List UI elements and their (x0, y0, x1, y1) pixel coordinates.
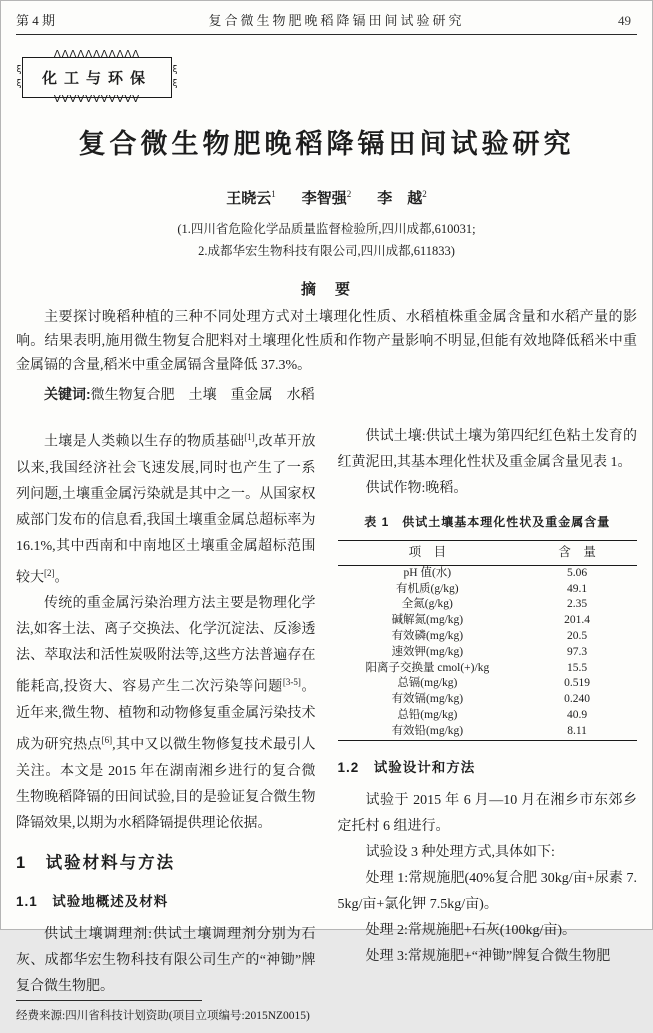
author (377, 191, 427, 207)
paragraph-treatment-1: 处理 1:常规施肥(40%复合肥 30kg/亩+尿素 7.5kg/亩+氯化钾 7.5kg/亩)。 (337, 870, 637, 912)
table-cell-item: 速效钾(mg/kg) (391, 645, 464, 658)
table-row (338, 565, 638, 581)
column-badge-label: 化工与环保 (22, 57, 172, 98)
wave-border-bottom-icon: VVVVVVVVVVV (53, 94, 141, 105)
left-column (16, 424, 316, 1022)
table-row (338, 582, 638, 598)
author-affiliation-mark: 2 (422, 189, 427, 199)
abstract-text: 主要探讨晚稻种植的三种不同处理方式对土壤理化性质、水稻植株重金属含量和水稻产量的影响。结果表明,施用微生物复合肥料对土壤理化性质和作物产量影响不明显,但能有效地降低稻米中重金属镉的含量,稻米中重金属镉含量降低 37.3%。 (16, 310, 637, 373)
table-cell-item: 总镉(mg/kg) (397, 677, 458, 690)
table-header-value: 含 量 (517, 541, 637, 566)
table-cell-item: 全氮(g/kg) (401, 598, 453, 611)
table-cell-item: 有效铅(mg/kg) (391, 724, 464, 737)
author-list (16, 187, 637, 208)
running-head-page-number: 49 (618, 13, 631, 28)
table-cell-item: 有效镉(mg/kg) (391, 693, 464, 706)
author (226, 191, 276, 207)
paragraph-treatment-2: 处理 2:常规施肥+石灰(100kg/亩)。 (365, 922, 576, 938)
table-row (338, 613, 638, 629)
table-cell-value: 40.9 (567, 708, 588, 721)
curl-icon: ξ (172, 64, 178, 75)
paragraph-soil-conditioner: 供试土壤调理剂:供试土壤调理剂分别为石灰、成都华宏生物科技有限公司生产的“神锄”牌复合微生物肥。 (16, 926, 316, 994)
keywords-text: 微生物复合肥 土壤 重金属 水稻 (90, 388, 315, 403)
section-heading-1-2: 1.2 试验设计和方法 (337, 759, 476, 775)
footnote-text: 经费来源:四川省科技计划资助(项目立项编号:2015NZ0015) (16, 1009, 310, 1022)
running-head-issue: 第 4 期 (16, 13, 56, 28)
paragraph-treatments-intro: 试验设 3 种处理方式,具体如下: (365, 844, 555, 860)
table-cell-item: 碱解氮(mg/kg) (391, 614, 464, 627)
author-name: 李智强 (301, 191, 347, 207)
table-caption: 表 1 供试土壤基本理化性状及重金属含量 (364, 515, 611, 529)
table-row (338, 708, 638, 724)
table-cell-item: 有机质(g/kg) (396, 582, 459, 595)
table-cell-item: pH 值(水) (403, 566, 452, 579)
table-cell-value: 8.11 (567, 724, 587, 737)
keywords-line (16, 382, 637, 408)
affiliation-line: 2.成都华宏生物科技有限公司,四川成都,611833) (198, 244, 455, 258)
author-affiliation-mark: 1 (271, 189, 276, 199)
footnote-rule (16, 1000, 202, 1001)
table-cell-value: 15.5 (567, 661, 588, 674)
header-rule (16, 34, 637, 35)
author-name: 李 越 (377, 191, 423, 207)
wave-border-top-icon: ΛΛΛΛΛΛΛΛΛΛΛ (53, 49, 141, 60)
curl-icon: ξ (16, 64, 22, 75)
two-column-body (16, 424, 637, 1022)
right-column (337, 424, 638, 964)
author (302, 191, 352, 207)
wave-border-left-icon (14, 63, 24, 92)
paragraph-test-crop: 供试作物:晚稻。 (365, 481, 468, 496)
table-cell-value: 0.240 (564, 693, 591, 706)
paragraph-test-time-place: 试验于 2015 年 6 月—10 月在湘乡市东郊乡定托村 6 组进行。 (337, 792, 637, 834)
table-header-item: 项 目 (338, 541, 518, 566)
author-name: 王晓云 (226, 191, 272, 207)
table-body (338, 565, 638, 740)
section-heading-1: 1 试验材料与方法 (16, 853, 176, 872)
table-row (338, 692, 638, 708)
paragraph-soil-intro: 土壤是人类赖以生存的物质基础[1],改革开放以来,我国经济社会飞速发展,同时也产生了一系列问题,土壤重金属污染就是其中之一。从国家权威部门发布的信息看,我国土壤重金属总超标率为 16.1%,其中西南和中南地区土壤重金属超标范围较大[2]。 (16, 432, 316, 586)
table-cell-value: 20.5 (567, 629, 588, 642)
table-cell-value: 97.3 (567, 645, 588, 658)
table-cell-value: 5.06 (567, 566, 588, 579)
curl-icon: ξ (16, 79, 22, 90)
table-cell-value: 201.4 (564, 614, 591, 627)
section-heading-1-1: 1.1 试验地概述及材料 (16, 893, 169, 909)
paragraph-test-soil: 供试土壤:供试土壤为第四纪红色粘土发育的红黄泥田,其基本理化性状及重金属含量见表 1。 (337, 429, 637, 470)
table-row (338, 629, 638, 645)
table-cell-value: 2.35 (567, 598, 588, 611)
table-row (338, 724, 638, 740)
wave-border-right-icon (170, 63, 180, 92)
affiliation-line: (1.四川省危险化学品质量监督检验所,四川成都,610031; (177, 222, 476, 236)
paragraph-traditional-methods: 传统的重金属污染治理方法主要是物理化学法,如客土法、离子交换法、化学沉淀法、反渗透法、萃取法和活性炭吸附法等,这些方法普遍存在能耗高,投资大、容易产生二次污染等问题[3-5]。近年来,微生物、植物和动物修复重金属污染技术成为研究热点[6],其中又以微生物修复技术最引人关注。本文是 2015 年在湖南湘乡进行的复合微生物晚稻降镉的田间试验,目的是验证复合微生物降镉效果,以期为水稻降镉提供理论依据。 (16, 596, 316, 831)
table-row (338, 597, 638, 613)
table-cell-item: 总铅(mg/kg) (397, 708, 458, 721)
funding-footnote (16, 1000, 316, 1033)
table-header (338, 541, 638, 566)
affiliation-list (16, 218, 637, 262)
running-head-title: 复合微生物肥晚稻降镉田间试验研究 (208, 13, 465, 28)
paragraph-treatment-3: 处理 3:常规施肥+“神锄”牌复合微生物肥 (365, 948, 611, 964)
table-row (338, 661, 638, 677)
article-title: 复合微生物肥晚稻降镉田间试验研究 (78, 129, 575, 159)
running-head (16, 1, 637, 29)
table-cell-item: 阳离子交换量 cmol(+)/kg (365, 661, 490, 674)
table-row (338, 676, 638, 692)
column-badge (16, 49, 178, 105)
soil-properties-table (338, 540, 638, 741)
table-row (338, 645, 638, 661)
curl-icon: ξ (172, 79, 178, 90)
table-cell-value: 0.519 (564, 677, 591, 690)
table-cell-item: 有效磷(mg/kg) (391, 629, 464, 642)
table-cell-value: 49.1 (567, 582, 588, 595)
author-affiliation-mark: 2 (346, 189, 352, 199)
keywords-label: 关键词: (44, 386, 91, 402)
abstract-heading: 摘 要 (300, 281, 352, 298)
